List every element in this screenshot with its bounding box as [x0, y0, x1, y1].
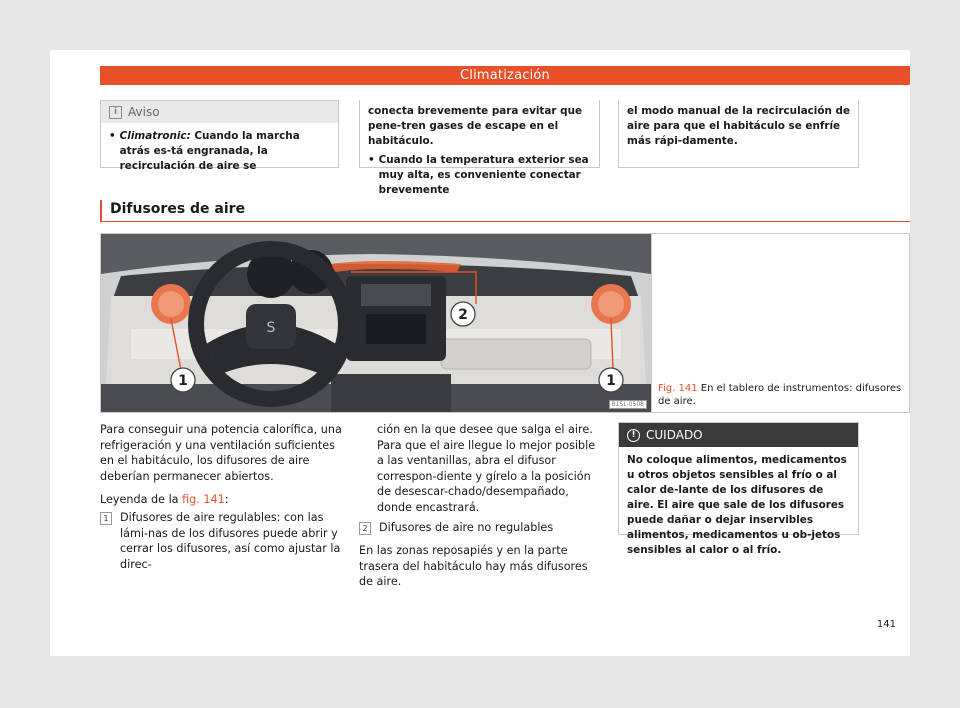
warning-icon: ! [627, 429, 640, 442]
legend-item-2 [359, 520, 601, 536]
aviso-bullet [109, 129, 330, 174]
legend-num-2: 2 [359, 522, 371, 535]
section-title: Difusores de aire [100, 200, 910, 222]
aviso-continuation-box [359, 100, 600, 196]
chapter-header: Climatización [100, 66, 910, 85]
info-icon: i [109, 106, 122, 119]
aviso-box [100, 100, 339, 172]
aviso-title: Aviso [128, 105, 160, 119]
aviso-continuation-bullet-text: Cuando la temperatura exterior sea muy alta, es conveniente conectar brevemente [378, 154, 589, 196]
callout-1-left: 1 [178, 373, 188, 389]
bullet-dot: • [109, 130, 116, 142]
rear-vents-paragraph: En las zonas reposapiés y en la parte trasera del habitáculo hay más difusores de aire. [359, 544, 588, 589]
legend-suffix: : [224, 493, 229, 507]
page-number: 141 [876, 619, 896, 630]
legend-prefix: Leyenda de la [100, 493, 183, 507]
legend-item-1-text: Difusores de aire regulables: con las lámi-nas de los difusores puede abrir y cerrar los difusores, así como ajustar la direc- [120, 510, 341, 571]
body-column-left [100, 422, 342, 572]
svg-text:S: S [266, 320, 276, 336]
body-column-middle [359, 422, 601, 598]
cuidado-title: CUIDADO [646, 428, 703, 442]
aviso-continuation-bullet [368, 153, 591, 198]
aviso-continuation-body [360, 100, 599, 204]
image-code: B1SL-0508 [609, 400, 647, 409]
figure-caption [658, 382, 903, 408]
aviso-end-para: el modo manual de la recirculación de aire para que el habitáculo se enfríe más rápi-damente. [627, 105, 851, 147]
aviso-bullet-lead: Climatronic: [119, 130, 191, 142]
aviso-continuation-para: conecta brevemente para evitar que pene-tren gases de escape en el habitáculo. [368, 105, 583, 147]
figure-141 [100, 233, 910, 413]
aviso-body [101, 123, 338, 180]
legend-num-1: 1 [100, 512, 112, 525]
legend-item-1 [100, 510, 342, 572]
callout-1-right: 1 [606, 373, 616, 389]
aviso-end-box [618, 100, 859, 168]
legend-item-1-continued: ción en la que desee que salga el aire. Para que el aire llegue lo mejor posible a las ventanillas, abra el difusor correspon-diente y gírelo a la posición de desescar-chado/desempañado, donde encastrará. [377, 423, 596, 514]
callout-2: 2 [458, 307, 468, 323]
legend-item-2-text: Difusores de aire no regulables [379, 520, 554, 534]
aviso-end-body [619, 100, 858, 159]
figure-caption-text: En el tablero de instrumentos: difusores de aire. [658, 383, 902, 407]
bullet-dot: • [368, 154, 375, 166]
cuidado-text: No coloque alimentos, medicamentos u otros objetos sensibles al frío o al calor de-lante de los difusores de aire. El aire que sale de los difusores puede dañar o dejar inservibles alimentos, medicamentos u ob-jetos sensibles al calor o al frío. [627, 454, 847, 556]
dashboard-illustration [101, 234, 652, 412]
aviso-header [101, 101, 338, 123]
cuidado-header [619, 423, 858, 447]
intro-paragraph: Para conseguir una potencia calorífica, una refrigeración y una ventilación suficientes en el habitáculo, los difusores de aire deberían permanecer abiertos. [100, 423, 342, 483]
cuidado-box [618, 422, 859, 556]
figure-link[interactable]: fig. 141 [182, 493, 225, 507]
legend-line [100, 492, 342, 508]
dashboard-drawing [101, 234, 651, 412]
cuidado-body [619, 447, 858, 568]
aviso-bullet-text: Cuando la marcha atrás es-tá engranada, la recirculación de aire se [119, 130, 300, 172]
figure-label: Fig. 141 [658, 383, 698, 394]
manual-page [50, 50, 910, 656]
